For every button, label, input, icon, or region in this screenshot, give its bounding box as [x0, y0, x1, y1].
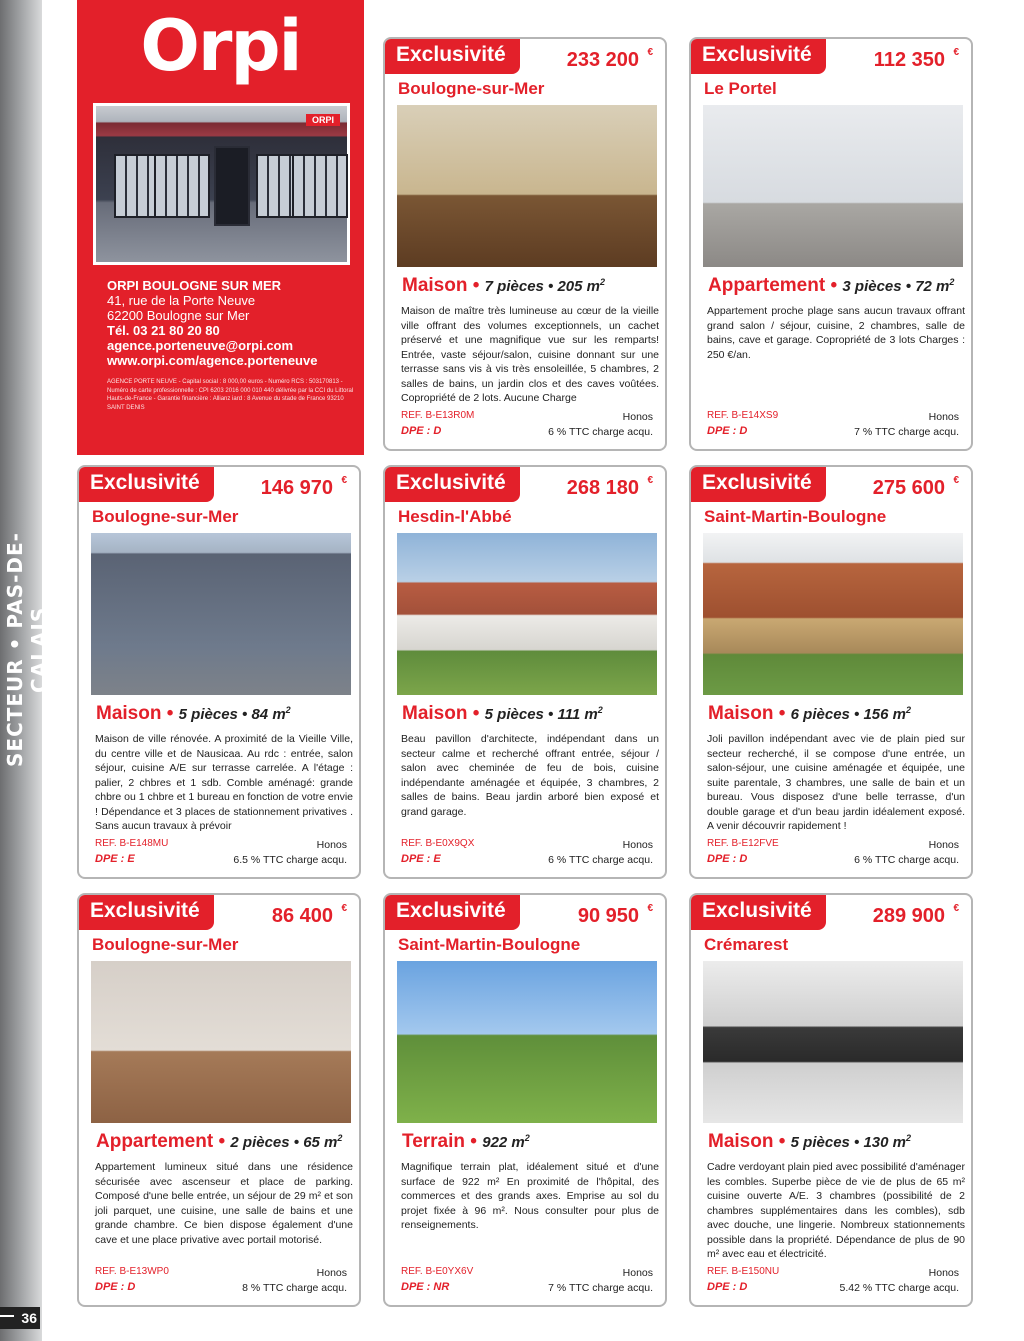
energy-rating: DPE : D: [95, 1281, 136, 1293]
living-room-image: [703, 105, 963, 267]
listing-price: 112 350: [873, 49, 945, 71]
agency-fees: 7 % TTC charge acqu.: [854, 426, 959, 438]
exclusivity-badge: Exclusivité: [384, 894, 520, 930]
agency-fees: 8 % TTC charge acqu.: [242, 1282, 347, 1294]
listing-photo[interactable]: [91, 533, 351, 695]
listing-price: 146 970: [260, 477, 333, 499]
property-details: 3 pièces • 72 $m^2$: [842, 277, 955, 295]
listing-description: Cadre verdoyant plain pied avec possibilité d'aménager les combles. Superbe pièce de vie de plus de 65 m² cuisine ouverte A/E. 3 chambres (possibilité de 2 chambres supplémentaires dans les combles), sdb avec douche, une lingerie. Nombreux stationnements possible dans la propriété. Dépendance de plus de 90 m² avec eau et électricité.: [707, 1161, 965, 1260]
energy-rating: DPE : D: [707, 425, 748, 437]
listing-city: Saint-Martin-Boulogne: [704, 507, 887, 526]
listing-heading: Appartement • 3 pièces • 72 $m^2$: [708, 275, 955, 296]
listing-reference: REF. B-E150NU: [707, 1266, 780, 1277]
listing-card[interactable]: [689, 465, 973, 879]
property-details: 922 $m^2$: [482, 1133, 530, 1151]
listing-description: Magnifique terrain plat, idéalement situé et d'une surface de 922 m² En proximité de l'hôpital, des commerces et des grands axes. Emprise au sol du projet fixée à 96 m². Nous consulter pour plus de renseignements.: [401, 1161, 659, 1231]
energy-rating: DPE : D: [401, 425, 442, 437]
currency-symbol: €: [647, 903, 653, 914]
storefront-sign: ORPI: [306, 114, 340, 126]
listing-heading: Maison • 5 pièces • 84 $m^2$: [96, 703, 291, 724]
listing-card[interactable]: [383, 465, 667, 879]
listing-description: Maison de maître très lumineuse au cœur de la vieille ville offrant des volumes exceptionnels, un cachet préservé et une magnifique vue sur les remparts! Entrée, vaste séjour/salon, cuisine donnant sur une terrasse sans vis à vis très ensoleillée, 5 chambres, 2 salles de bains, un jardin clos et des caves voûtées. Copropriété de 2 lots. Aucune Charge: [401, 305, 659, 404]
exclusivity-badge: Exclusivité: [690, 894, 826, 930]
currency-symbol: €: [953, 475, 959, 486]
listing-photo[interactable]: [397, 961, 657, 1123]
orpi-logo: Orpi: [140, 5, 301, 87]
page-number-rule: [0, 1315, 14, 1317]
agency-contact: [107, 278, 357, 368]
listing-price: 289 900: [872, 905, 945, 927]
listing-description: Appartement lumineux situé dans une résidence sécurisée avec ascenseur et place de parking. Composé d'une belle entrée, un séjour de 29 m² et son joli parquet, une cuisine, une salle de bains et une grande chambre. Ce bien dispose également d'une cave et une place privative avec portail motorisé.: [95, 1161, 353, 1246]
listing-heading: Maison • 6 pièces • 156 $m^2$: [708, 703, 912, 724]
listing-description: Joli pavillon indépendant avec vie de plain pied sur secteur recherché, il se compose d'une entrée, un salon-séjour, une cuisine aménagée et équipée, une suite parentale, 3 chambres, une salle de bain et un bureau. Vous disposez d'une belle terrasse, d'un double garage et d'un beau jardin idéalement exposé. A venir découvrir rapidement !: [707, 733, 965, 832]
land-plot-image: [397, 961, 657, 1123]
agency-legal-notice: AGENCE PORTE NEUVE - Capital social : 8 000,00 euros - Numéro RCS : 503170813 - Numéro de carte professionnelle : CPI 6203 2016 000 010 440 délivrée par la CCI du Littoral Hauts-de-France - Garantie financière : Allianz iard : 8 Avenue du stade de France 93210 SAINT DENIS: [107, 379, 354, 411]
listing-reference: REF. B-E148MU: [95, 838, 169, 849]
agency-block: [77, 0, 364, 455]
townhouse-image: [91, 533, 351, 695]
listing-card[interactable]: [77, 465, 361, 879]
listing-heading: Maison • 5 pièces • 111 $m^2$: [402, 703, 603, 724]
fees-label: Honos: [316, 839, 347, 851]
agency-address-line2: 62200 Boulogne sur Mer: [107, 308, 250, 323]
exclusivity-badge: Exclusivité: [384, 38, 520, 74]
currency-symbol: €: [647, 475, 653, 486]
listing-card[interactable]: [689, 893, 973, 1307]
listing-card[interactable]: [383, 893, 667, 1307]
fees-label: Honos: [622, 1267, 653, 1279]
listing-heading: Terrain • 922 $m^2$: [402, 1131, 530, 1152]
property-type: Maison: [402, 703, 468, 724]
currency-symbol: €: [341, 903, 347, 914]
sector-label: SECTEUR • PAS-DE-CALAIS: [3, 532, 51, 768]
energy-rating: DPE : D: [707, 853, 748, 865]
agency-fees: 7 % TTC charge acqu.: [548, 1282, 653, 1294]
country-house-image: [397, 533, 657, 695]
listing-description: Maison de ville rénovée. A proximité de la Vieille Ville, du centre ville et de Nausicaa. Au rdc : entrée, salon séjour, cuisine A/E sur terrasse carrelée. A l'étage : palier, 2 chbres et 1 sdb. Comble aménagé: grande chbre ou 1 chbre et 1 bureau en fonction de votre envie ! Dépendance et 3 places de stationnement privatives . Sans aucun travaux à prévoir: [95, 733, 354, 832]
energy-rating: DPE : E: [401, 853, 441, 865]
property-details: 6 pièces • 156 $m^2$: [790, 705, 912, 723]
exclusivity-badge: Exclusivité: [690, 38, 826, 74]
property-type: Maison: [708, 703, 774, 724]
listing-city: Crémarest: [704, 935, 789, 954]
listing-photo[interactable]: [91, 961, 351, 1123]
agency-fees: 6 % TTC charge acqu.: [548, 854, 653, 866]
fees-label: Honos: [622, 411, 653, 423]
agency-website[interactable]: www.orpi.com/agence.porteneuve: [107, 353, 318, 368]
listing-description: Appartement proche plage sans aucun travaux offrant grand salon / séjour, cuisine, 2 chambres, salle de bains, cave et garage. Copropriété de 3 lots Charges : 250 €/an.: [707, 305, 965, 361]
pavilion-image: [703, 533, 963, 695]
storefront-door: [214, 146, 250, 226]
listing-price: 90 950: [577, 905, 639, 927]
listing-photo[interactable]: [703, 961, 963, 1123]
property-details: 5 pièces • 130 $m^2$: [790, 1133, 912, 1151]
currency-symbol: €: [953, 47, 959, 58]
energy-rating: DPE : NR: [401, 1281, 450, 1293]
exclusivity-badge: Exclusivité: [78, 894, 214, 930]
listing-price: 86 400: [271, 905, 333, 927]
fees-label: Honos: [622, 839, 653, 851]
energy-rating: DPE : D: [707, 1281, 748, 1293]
dining-room-image: [397, 105, 657, 267]
listing-city: Saint-Martin-Boulogne: [398, 935, 581, 954]
listing-description: Beau pavillon d'architecte, indépendant dans un secteur calme et recherché offrant entrée, séjour / salon avec cheminée de feu de bois, cuisine indépendante aménagée et équipée, 3 chambres, 2 salles de bains. Beau jardin arboré bien exposé et grand garage.: [401, 733, 659, 818]
agency-fees: 6.5 % TTC charge acqu.: [233, 854, 347, 866]
listing-reference: REF. B-E13R0M: [401, 410, 475, 421]
agency-phone[interactable]: Tél. 03 21 80 20 80: [107, 323, 220, 338]
listing-card[interactable]: [383, 37, 667, 451]
property-type: Appartement: [708, 275, 826, 296]
listing-photo[interactable]: [703, 533, 963, 695]
listing-city: Boulogne-sur-Mer: [92, 935, 239, 954]
fees-label: Honos: [316, 1267, 347, 1279]
listing-heading: Appartement • 2 pièces • 65 $m^2$: [96, 1131, 343, 1152]
exclusivity-badge: Exclusivité: [78, 466, 214, 502]
listing-photo[interactable]: [703, 105, 963, 267]
listing-photo[interactable]: [397, 105, 657, 267]
exclusivity-badge: Exclusivité: [384, 466, 520, 502]
agency-address-line1: 41, rue de la Porte Neuve: [107, 293, 256, 308]
agency-fees: 6 % TTC charge acqu.: [854, 854, 959, 866]
listing-reference: REF. B-E12FVE: [707, 838, 779, 849]
agency-storefront-photo: [93, 103, 350, 265]
agency-name: ORPI BOULOGNE SUR MER: [107, 278, 282, 293]
property-type: Appartement: [96, 1131, 214, 1152]
kitchen-image: [703, 961, 963, 1123]
listing-photo[interactable]: [397, 533, 657, 695]
page-number: 36: [0, 1307, 40, 1329]
property-type: Maison: [402, 275, 468, 296]
property-type: Terrain: [402, 1131, 466, 1152]
energy-rating: DPE : E: [95, 853, 135, 865]
listing-reference: REF. B-E13WP0: [95, 1266, 169, 1277]
storefront-window: [292, 154, 348, 218]
listing-card[interactable]: [689, 37, 973, 451]
listing-city: Le Portel: [704, 79, 777, 98]
listing-card[interactable]: [77, 893, 361, 1307]
fees-label: Honos: [928, 839, 959, 851]
agency-fees: 5.42 % TTC charge acqu.: [839, 1282, 959, 1294]
listing-heading: Maison • 5 pièces • 130 $m^2$: [708, 1131, 912, 1152]
currency-symbol: €: [647, 47, 653, 58]
currency-symbol: €: [953, 903, 959, 914]
property-type: Maison: [96, 703, 162, 724]
property-details: 5 pièces • 111 $m^2$: [484, 705, 603, 723]
property-details: 5 pièces • 84 $m^2$: [178, 705, 291, 723]
listing-reference: REF. B-E14XS9: [707, 410, 779, 421]
property-type: Maison: [708, 1131, 774, 1152]
agency-fees: 6 % TTC charge acqu.: [548, 426, 653, 438]
listing-price: 275 600: [872, 477, 945, 499]
listing-city: Boulogne-sur-Mer: [92, 507, 239, 526]
listing-reference: REF. B-E0X9QX: [401, 838, 475, 849]
fees-label: Honos: [928, 411, 959, 423]
listing-city: Boulogne-sur-Mer: [398, 79, 545, 98]
currency-symbol: €: [341, 475, 347, 486]
property-details: 7 pièces • 205 $m^2$: [484, 277, 606, 295]
listing-price: 233 200: [566, 49, 639, 71]
property-details: 2 pièces • 65 $m^2$: [230, 1133, 343, 1151]
storefront-window: [154, 154, 210, 218]
listing-city: Hesdin-l'Abbé: [398, 507, 512, 526]
fees-label: Honos: [928, 1267, 959, 1279]
listing-reference: REF. B-E0YX6V: [401, 1266, 474, 1277]
listing-price: 268 180: [566, 477, 639, 499]
listing-heading: Maison • 7 pièces • 205 $m^2$: [402, 275, 606, 296]
exclusivity-badge: Exclusivité: [690, 466, 826, 502]
agency-email[interactable]: agence.porteneuve@orpi.com: [107, 338, 294, 353]
apartment-living-image: [91, 961, 351, 1123]
